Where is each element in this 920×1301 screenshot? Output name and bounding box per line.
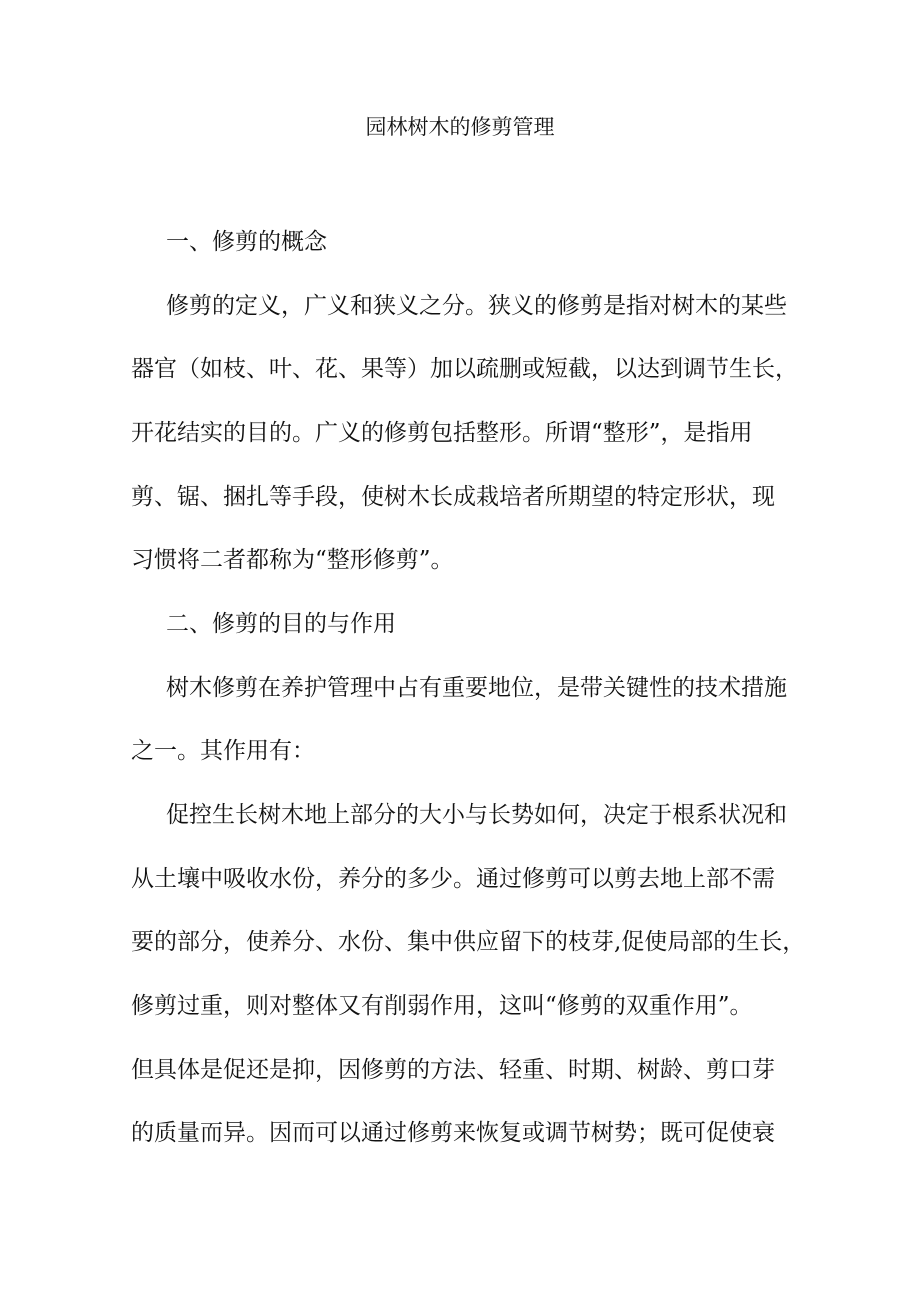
paragraph-line: 习惯将二者都称为“整形修剪”。 (131, 547, 454, 573)
section-heading-1: 一、修剪的概念 (166, 229, 327, 255)
section-heading-2: 二、修剪的目的与作用 (166, 611, 396, 637)
paragraph-line: 开花结实的目的。广义的修剪包括整形。所谓“整形”，是指用 (131, 420, 753, 446)
paragraph-line: 之一。其作用有： (131, 738, 315, 764)
paragraph-line: 树木修剪在养护管理中占有重要地位，是带关键性的技术措施 (166, 675, 787, 701)
paragraph-line: 修剪过重，则对整体又有削弱作用，这叫“修剪的双重作用”。 (131, 993, 753, 1019)
paragraph-line: 促控生长树木地上部分的大小与长势如何，决定于根系状况和 (166, 802, 787, 828)
paragraph-line: 的质量而异。因而可以通过修剪来恢复或调节树势；既可促使衰 (131, 1120, 775, 1146)
paragraph-line: 但具体是促还是抑，因修剪的方法、轻重、时期、树龄、剪口芽 (131, 1057, 775, 1083)
paragraph-line: 剪、锯、捆扎等手段，使树木长成栽培者所期望的特定形状，现 (131, 484, 775, 510)
paragraph-line: 从土壤中吸收水份，养分的多少。通过修剪可以剪去地上部不需 (131, 866, 775, 892)
paragraph-line: 要的部分，使养分、水份、集中供应留下的枝芽,促使局部的生长， (131, 929, 806, 955)
paragraph-line: 器官（如枝、叶、花、果等）加以疏删或短截，以达到调节生长， (131, 356, 798, 382)
document-title: 园林树木的修剪管理 (365, 115, 555, 139)
paragraph-line: 修剪的定义，广义和狭义之分。狭义的修剪是指对树木的某些 (166, 293, 787, 319)
